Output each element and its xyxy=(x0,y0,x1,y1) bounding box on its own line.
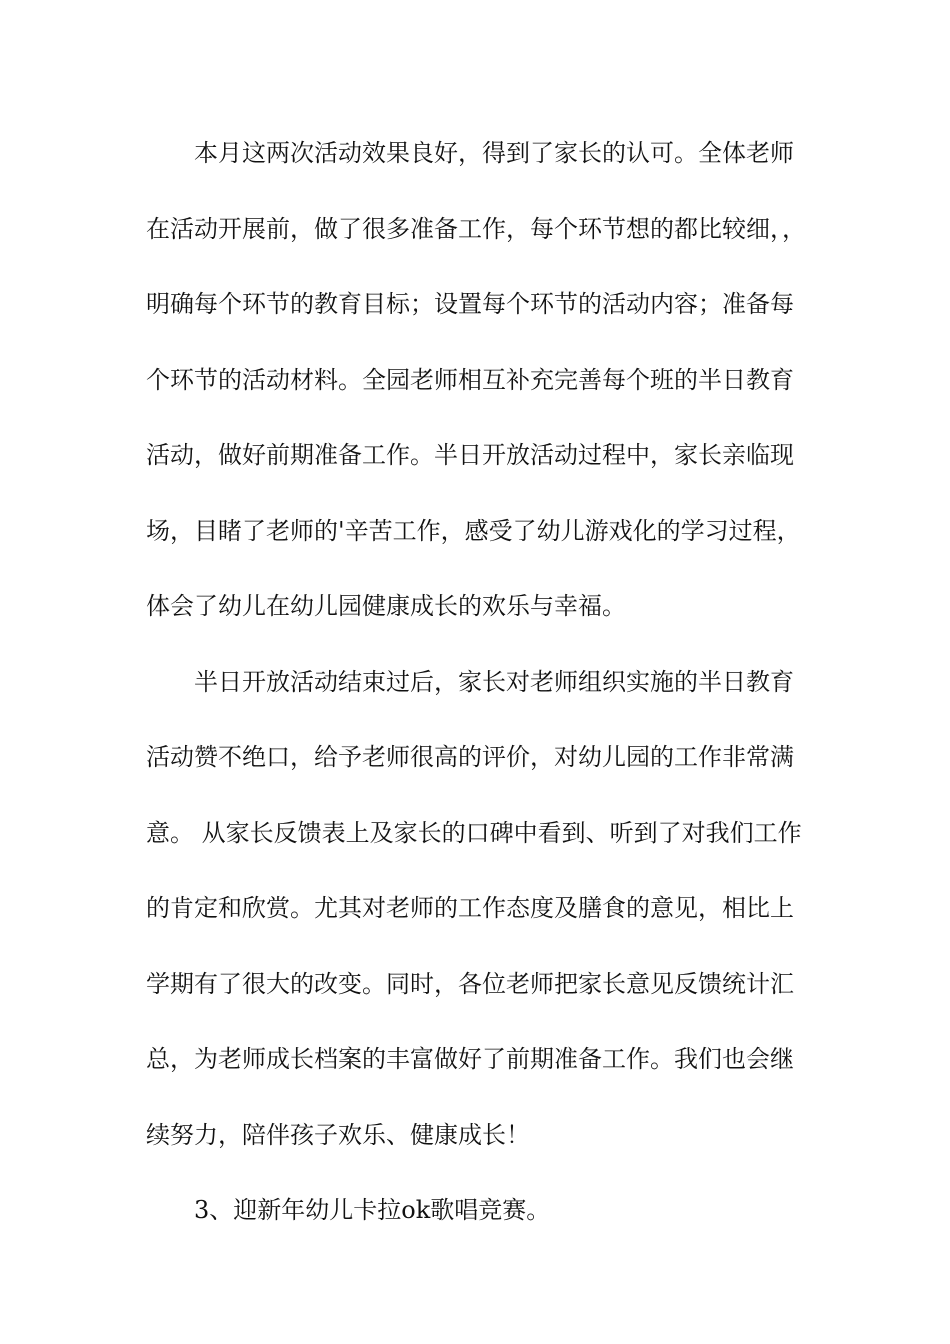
paragraph-2-line-3: 意。 从家长反馈表上及家长的口碑中看到、听到了对我们工作 xyxy=(146,818,802,847)
paragraph-1-line-3: 明确每个环节的教育目标；设置每个环节的活动内容；准备每 xyxy=(146,290,794,318)
paragraph-1-line-4: 个环节的活动材料。全园老师相互补充完善每个班的半日教育 xyxy=(146,365,794,394)
section-heading-3: 3、迎新年幼儿卡拉ok歌唱竞赛。 xyxy=(194,1196,551,1224)
paragraph-1-line-6: 场，目睹了老师的'辛苦工作，感受了幼儿游戏化的学习过程， xyxy=(146,516,801,545)
paragraph-2-line-2: 活动赞不绝口，给予老师很高的评价，对幼儿园的工作非常满 xyxy=(146,743,794,771)
paragraph-1-line-7: 体会了幼儿在幼儿园健康成长的欢乐与幸福。 xyxy=(146,592,626,620)
paragraph-1-line-5: 活动，做好前期准备工作。半日开放活动过程中，家长亲临现 xyxy=(146,441,794,469)
paragraph-1-line-1: 本月这两次活动效果良好，得到了家长的认可。全体老师 xyxy=(194,139,794,167)
paragraph-2-line-5: 学期有了很大的改变。同时，各位老师把家长意见反馈统计汇 xyxy=(146,969,794,998)
paragraph-1-line-2: 在活动开展前，做了很多准备工作，每个环节想的都比较细，， xyxy=(146,214,806,243)
paragraph-2-line-7: 续努力，陪伴孩子欢乐、健康成长！ xyxy=(146,1120,530,1149)
body-text xyxy=(146,127,826,1260)
paragraph-2-line-4: 的肯定和欣赏。尤其对老师的工作态度及膳食的意见，相比上 xyxy=(146,894,794,922)
paragraph-2-line-1: 半日开放活动结束过后，家长对老师组织实施的半日教育 xyxy=(194,667,794,696)
paragraph-2-line-6: 总，为老师成长档案的丰富做好了前期准备工作。我们也会继 xyxy=(146,1045,794,1073)
